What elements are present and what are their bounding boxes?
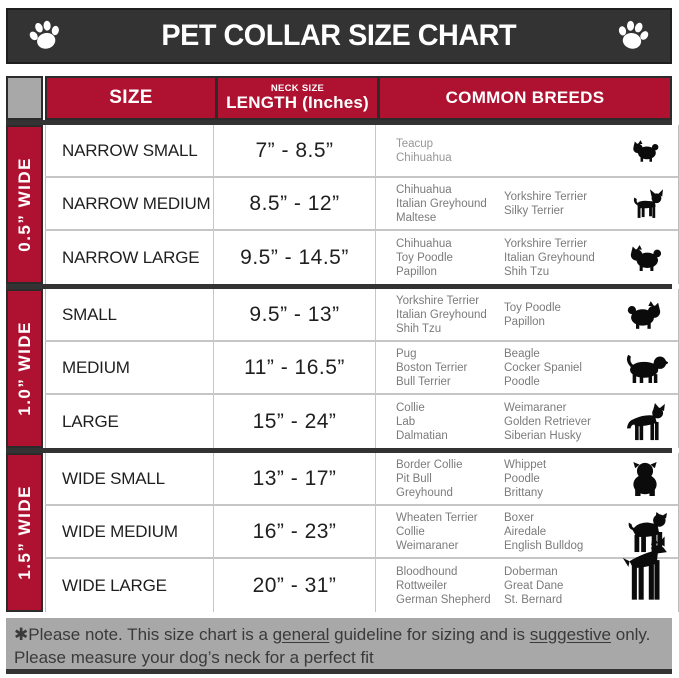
breed-list (396, 401, 504, 443)
width-band-15 (6, 453, 43, 612)
breed: Chihuahua (396, 151, 452, 164)
length-cell: 8.5” - 12” (213, 178, 375, 229)
page-title: PET COLLAR SIZE CHART (161, 19, 517, 52)
section-05-wide (6, 125, 672, 284)
note-text: guideline for sizing and is (329, 625, 530, 644)
note-line2: Please measure your dog’s neck for a perfect fit (14, 648, 374, 667)
pomeranian-icon (628, 245, 662, 271)
breed: Maltese (396, 211, 437, 224)
breed: Italian Greyhound (396, 308, 487, 321)
table-row (45, 289, 678, 342)
breed: Dalmatian (396, 429, 448, 442)
breed: Papillon (504, 315, 545, 328)
breed: Weimaraner (504, 401, 567, 414)
dog-icon-wrap (612, 353, 678, 383)
column-header-size (47, 78, 215, 118)
breed: Doberman (504, 565, 558, 578)
breed-list (504, 190, 612, 218)
breed: Poodle (504, 375, 540, 388)
section-rows (45, 289, 679, 448)
breed: Siberian Husky (504, 429, 582, 442)
breed-list (396, 294, 504, 336)
size-cell: WIDE MEDIUM (45, 506, 213, 557)
table-row (45, 178, 678, 231)
note-text: only. (611, 625, 651, 644)
length-cell: 9.5” - 14.5” (213, 231, 375, 284)
length-cell: 11” - 16.5” (213, 342, 375, 393)
table-row (45, 453, 678, 506)
breed: Toy Poodle (396, 251, 453, 264)
breed-list (504, 511, 612, 553)
size-cell: MEDIUM (45, 342, 213, 393)
table-row (45, 395, 678, 448)
breed: Toy Poodle (504, 301, 561, 314)
section-rows (45, 453, 679, 612)
width-band-label: 0.5” WIDE (14, 157, 34, 252)
pomeranian-icon (627, 301, 663, 329)
width-band-05 (6, 125, 43, 284)
column-header-breeds (377, 78, 670, 118)
breeds-cell (375, 559, 678, 612)
paw-icon (613, 16, 653, 56)
length-inches-label: LENGTH (Inches) (226, 93, 369, 112)
breeds-cell (375, 395, 678, 448)
size-header-label: SIZE (109, 87, 153, 108)
breed: Rottweiler (396, 579, 448, 592)
breed: Italian Greyhound (396, 197, 487, 210)
width-band-label: 1.5” WIDE (14, 485, 34, 580)
breed-list (504, 347, 612, 389)
length-cell: 15” - 24” (213, 395, 375, 448)
breed: Border Collie (396, 458, 463, 471)
table-header-row (6, 76, 672, 120)
breed: Poodle (504, 472, 540, 485)
breed: Lab (396, 415, 416, 428)
width-band-10 (6, 289, 43, 448)
breed: Chihuahua (396, 183, 452, 196)
table-row (45, 231, 678, 284)
table-row (45, 342, 678, 395)
breed: Beagle (504, 347, 540, 360)
size-cell: NARROW SMALL (45, 125, 213, 176)
length-cell: 16” - 23” (213, 506, 375, 557)
breed: Collie (396, 401, 425, 414)
breed: Greyhound (396, 486, 453, 499)
table-row (45, 506, 678, 559)
breed-list (504, 301, 612, 329)
shepherd-icon (624, 403, 666, 441)
doberman-icon (616, 534, 668, 602)
breed: Brittany (504, 486, 543, 499)
breed: Chihuahua (396, 237, 452, 250)
breed-list (396, 237, 504, 279)
beagle-icon (622, 353, 668, 383)
breed: St. Bernard (504, 593, 563, 606)
breed: Weimaraner (396, 539, 459, 552)
length-cell: 7” - 8.5” (213, 125, 375, 176)
neck-size-label: NECK SIZE (270, 83, 325, 94)
breed-list (504, 401, 612, 443)
section-10-wide (6, 289, 672, 448)
breed: Bloodhound (396, 565, 458, 578)
dog-icon-wrap (612, 189, 678, 219)
dog-icon-wrap (612, 462, 678, 496)
size-cell: SMALL (45, 289, 213, 340)
header-corner-cell (6, 76, 43, 120)
breed: English Bulldog (504, 539, 584, 552)
breed-list (504, 565, 612, 607)
size-cell: LARGE (45, 395, 213, 448)
footer-note (6, 618, 672, 674)
breed: Bull Terrier (396, 375, 451, 388)
breed: Boxer (504, 511, 535, 524)
breed: Airedale (504, 525, 547, 538)
note-underlined-word: suggestive (529, 625, 612, 644)
dog-icon-wrap (612, 245, 678, 271)
header-cells (45, 76, 672, 120)
breed-list (396, 565, 504, 607)
note-text: Please note. This size chart is a (28, 625, 273, 644)
breeds-cell (375, 453, 678, 504)
paw-icon (24, 15, 65, 56)
breed: Boston Terrier (396, 361, 468, 374)
size-cell: NARROW MEDIUM (45, 178, 213, 229)
size-cell: WIDE SMALL (45, 453, 213, 504)
breed: Silky Terrier (504, 204, 564, 217)
breeds-cell (375, 125, 678, 176)
note-star: ✱ (14, 625, 29, 644)
common-breeds-label: COMMON BREEDS (445, 88, 605, 107)
table-row (45, 125, 678, 178)
dog-icon-wrap (612, 140, 678, 162)
breed: Shih Tzu (504, 265, 550, 278)
breed: Great Dane (504, 579, 564, 592)
section-rows (45, 125, 679, 284)
breed: Yorkshire Terrier (504, 190, 588, 203)
breed: Pug (396, 347, 417, 360)
breeds-cell (375, 342, 678, 393)
breed: Collie (396, 525, 425, 538)
breed: Pit Bull (396, 472, 432, 485)
chihuahua-icon (627, 189, 663, 219)
size-cell: WIDE LARGE (45, 559, 213, 612)
breeds-cell (375, 178, 678, 229)
breed-list (396, 347, 504, 389)
breed-list (396, 183, 504, 225)
length-cell: 13” - 17” (213, 453, 375, 504)
breed: Shih Tzu (396, 322, 442, 335)
breed-list (396, 458, 504, 500)
breed: Papillon (396, 265, 437, 278)
note-underlined-word: general (272, 625, 330, 644)
size-chart-table (6, 76, 672, 674)
breed: Golden Retriever (504, 415, 591, 428)
breed: Wheaten Terrier (396, 511, 478, 524)
length-cell: 20” - 31” (213, 559, 375, 612)
breed: Yorkshire Terrier (396, 294, 480, 307)
size-cell: NARROW LARGE (45, 231, 213, 284)
breed: Teacup (396, 137, 434, 150)
breeds-cell (375, 231, 678, 284)
dog-icon-wrap (612, 301, 678, 329)
breed: Cocker Spaniel (504, 361, 582, 374)
breed: Whippet (504, 458, 547, 471)
breed-list (504, 458, 612, 500)
breeds-cell (375, 289, 678, 340)
title-bar (6, 8, 672, 64)
breed-list (396, 137, 504, 165)
table-row (45, 559, 678, 612)
yorkie-icon (631, 140, 659, 162)
length-cell: 9.5” - 13” (213, 289, 375, 340)
breed-list (504, 237, 612, 279)
section-15-wide (6, 453, 672, 612)
breed: German Shepherd (396, 593, 491, 606)
breed-list (396, 511, 504, 553)
breed: Italian Greyhound (504, 251, 595, 264)
bulldog-icon (628, 462, 662, 496)
width-band-label: 1.0” WIDE (14, 321, 34, 416)
dog-icon-wrap (612, 403, 678, 441)
column-header-length (215, 78, 377, 118)
breed: Yorkshire Terrier (504, 237, 588, 250)
